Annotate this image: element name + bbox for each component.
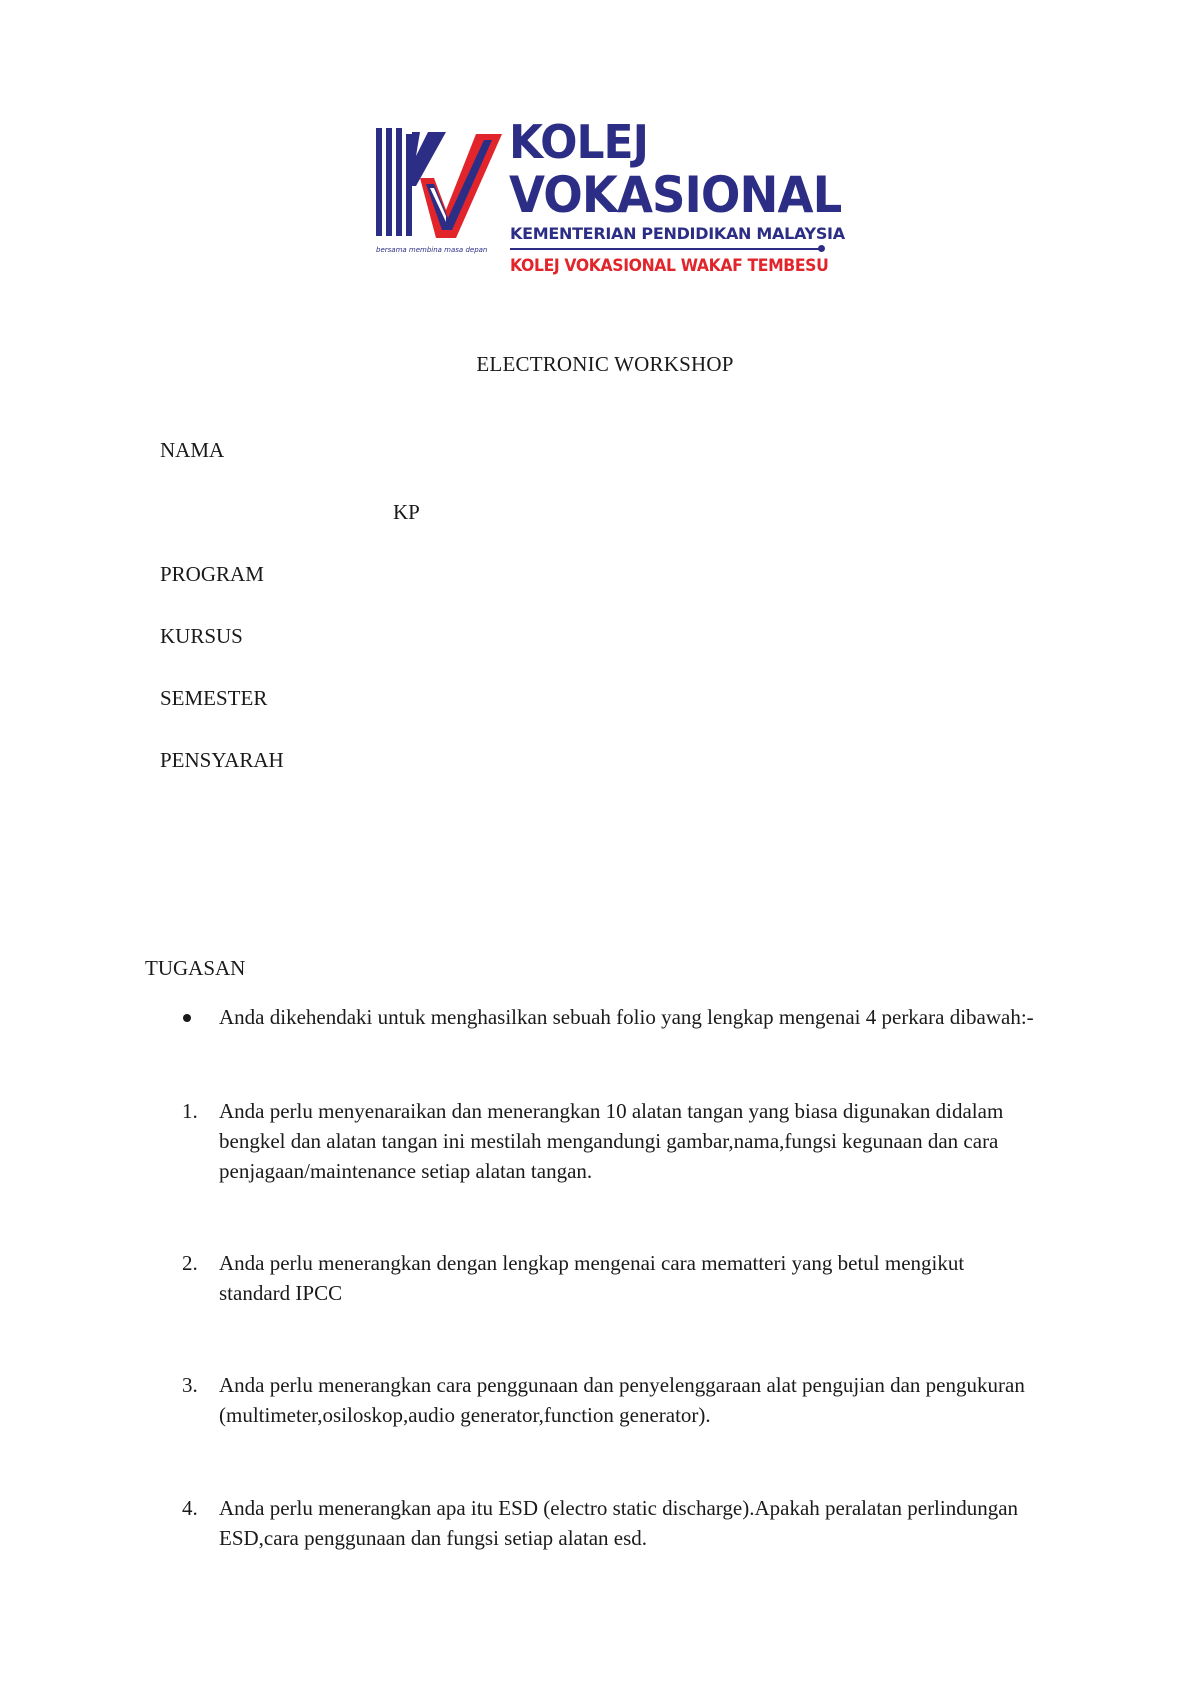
field-program: PROGRAM (160, 562, 264, 586)
field-kursus: KURSUS (160, 624, 243, 648)
list-item: Anda perlu menyenaraikan dan menerangkan 10 alatan tangan yang biasa digunakan didalam bengkel dan alatan tangan ini mestilah mengandungi gambar,nama,fungsi kegunaan dan cara penjagaan/maintenance setiap alatan tangan. (219, 1099, 1004, 1183)
logo-vokasional-text: VOKASIONAL (509, 166, 842, 224)
field-nama: NAMA (160, 438, 225, 462)
logo-divider (510, 248, 822, 250)
item-number: 2. (182, 1251, 198, 1275)
college-logo (376, 115, 845, 290)
tugasan-bullet: Anda dikehendaki untuk menghasilkan sebuah folio yang lengkap mengenai 4 perkara dibawah:- (219, 1005, 1034, 1029)
logo-kolej-text: KOLEJ (509, 115, 648, 170)
field-kp: KP (393, 500, 420, 524)
field-pensyarah: PENSYARAH (160, 748, 284, 772)
list-item: Anda perlu menerangkan apa itu ESD (electro static discharge).Apakah peralatan perlindungan ESD,cara penggunaan dan fungsi setiap alatan esd. (219, 1496, 1019, 1550)
field-semester: SEMESTER (160, 686, 268, 710)
list-item: Anda perlu menerangkan dengan lengkap mengenai cara mematteri yang betul mengikut standard IPCC (219, 1251, 965, 1305)
logo-college-name: KOLEJ VOKASIONAL WAKAF TEMBESU (510, 256, 829, 276)
document-title: ELECTRONIC WORKSHOP (476, 352, 734, 376)
bullet-icon (183, 1014, 191, 1022)
logo-ministry-text: KEMENTERIAN PENDIDIKAN MALAYSIA (510, 224, 845, 243)
logo-tagline: bersama membina masa depan (376, 246, 488, 254)
item-number: 4. (182, 1496, 198, 1520)
tugasan-heading: TUGASAN (145, 956, 246, 980)
item-number: 3. (182, 1373, 198, 1397)
kv-emblem-icon (376, 126, 506, 244)
list-item: Anda perlu menerangkan cara penggunaan dan penyelenggaraan alat pengujian dan pengukuran (multimeter,osiloskop,audio generator,function generator). (219, 1373, 1025, 1427)
item-number: 1. (182, 1099, 198, 1123)
